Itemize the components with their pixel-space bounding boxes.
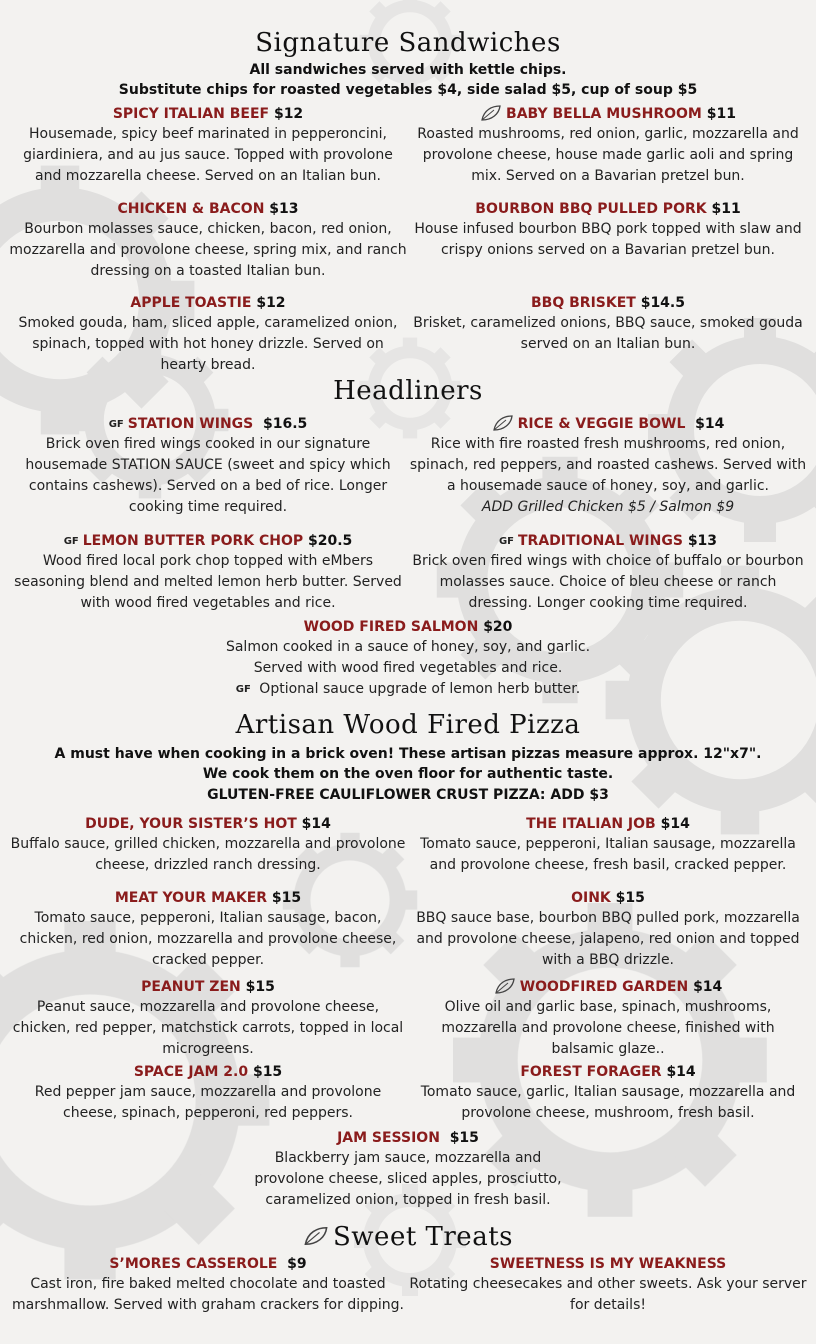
item-price: $14.5 xyxy=(640,295,685,311)
item-price: $9 xyxy=(287,1256,307,1272)
item-price: $20.5 xyxy=(308,533,353,549)
item-description: House infused bourbon BBQ pork topped with slaw and crispy onions served on a Bavarian pretzel bun. xyxy=(414,221,802,258)
section-title-sweets: Sweet Treats xyxy=(332,1222,513,1252)
item-name: SPACE JAM 2.0 xyxy=(133,1064,249,1080)
item-price: $15 xyxy=(245,979,275,995)
item-price: $20 xyxy=(483,619,513,635)
item-description: Olive oil and garlic base, spinach, mushrooms, mozzarella and provolone cheese, finished with balsamic glaze.. xyxy=(441,999,775,1057)
menu-item xyxy=(158,617,658,700)
menu-item xyxy=(408,199,808,261)
item-name: BOURBON BBQ PULLED PORK xyxy=(475,201,707,217)
item-description: Tomato sauce, pepperoni, Italian sausage, bacon, chicken, red onion, mozzarella and provolone cheese, cracked pepper. xyxy=(19,910,397,968)
item-description: Blackberry jam sauce, mozzarella and provolone cheese, sliced apples, prosciutto, caramelized onion, topped in fresh basil. xyxy=(254,1150,562,1208)
item-name: PEANUT ZEN xyxy=(141,979,241,995)
item-price: $14 xyxy=(666,1064,696,1080)
item-name: LEMON BUTTER PORK CHOP xyxy=(82,533,304,549)
leaf-icon xyxy=(480,104,502,122)
leaf-icon xyxy=(494,977,516,995)
item-description: Peanut sauce, mozzarella and provolone cheese, chicken, red pepper, matchstick carrots, topped in local microgreens. xyxy=(12,999,404,1057)
item-name: JAM SESSION xyxy=(337,1130,440,1146)
item-price: $11 xyxy=(706,106,736,122)
menu-item xyxy=(238,1128,578,1211)
item-description: Tomato sauce, pepperoni, Italian sausage, mozzarella and provolone cheese, fresh basil, cracked pepper. xyxy=(420,836,796,873)
section-title-headliners: Headliners xyxy=(333,376,483,406)
menu-item xyxy=(8,1062,408,1124)
item-description: Brick oven fired wings cooked in our signature housemade STATION SAUCE (sweet and spicy which contains cashews). Served on a bed of rice. Longer cooking time required. xyxy=(25,436,391,515)
section-title-pizza: Artisan Wood Fired Pizza xyxy=(235,710,581,740)
item-description: Smoked gouda, ham, sliced apple, caramelized onion, spinach, topped with hot honey drizzle. Served on hearty bread. xyxy=(18,315,398,373)
item-price: $14 xyxy=(301,816,331,832)
item-price: $15 xyxy=(615,890,645,906)
item-name: TRADITIONAL WINGS xyxy=(517,533,683,549)
item-name: BBQ BRISKET xyxy=(531,295,636,311)
menu-item xyxy=(408,414,808,518)
item-price: $11 xyxy=(711,201,741,217)
item-description: Red pepper jam sauce, mozzarella and provolone cheese, spinach, pepperoni, red peppers. xyxy=(34,1084,382,1121)
menu-item xyxy=(8,814,408,876)
item-description: Brick oven fired wings with choice of buffalo or bourbon molasses sauce. Choice of bleu cheese or ranch dressing. Longer cooking time required. xyxy=(412,553,804,611)
item-price: $12 xyxy=(273,106,304,122)
item-price: $15 xyxy=(449,1130,479,1146)
item-name: OINK xyxy=(571,890,611,906)
item-description: Rotating cheesecakes and other sweets. Ask your server for details! xyxy=(409,1276,807,1313)
leaf-icon xyxy=(492,414,514,432)
item-description: Salmon cooked in a sauce of honey, soy, and garlic. xyxy=(225,639,591,655)
item-price: $16.5 xyxy=(263,416,308,432)
item-name: APPLE TOASTIE xyxy=(130,295,252,311)
menu-item xyxy=(408,1254,808,1316)
item-name: CHICKEN & BACON xyxy=(117,201,265,217)
gluten-free-badge: GF xyxy=(63,536,79,547)
item-description: Housemade, spicy beef marinated in pepperoncini, giardiniera, and au jus sauce. Topped with provolone and mozzarella cheese. Served on an Italian bun. xyxy=(23,126,393,184)
menu-item xyxy=(408,531,808,614)
item-description: Optional sauce upgrade of lemon herb butter. xyxy=(259,681,581,697)
menu-item xyxy=(8,977,408,1060)
pizza-note-size: A must have when cooking in a brick oven! These artisan pizzas measure approx. 12"x7". xyxy=(54,746,762,762)
menu-item xyxy=(408,977,808,1060)
item-description: Brisket, caramelized onions, BBQ sauce, smoked gouda served on an Italian bun. xyxy=(413,315,803,352)
section-title-sandwiches: Signature Sandwiches xyxy=(255,28,561,58)
item-addon: ADD Grilled Chicken $5 / Salmon $9 xyxy=(481,499,735,515)
item-price: $13 xyxy=(687,533,718,549)
item-price: $15 xyxy=(252,1064,283,1080)
item-price: $13 xyxy=(269,201,299,217)
leaf-icon xyxy=(303,1225,329,1247)
item-name: FOREST FORAGER xyxy=(520,1064,662,1080)
menu-item xyxy=(8,104,408,187)
item-name: SPICY ITALIAN BEEF xyxy=(112,106,270,122)
menu-item xyxy=(8,199,408,282)
menu-item xyxy=(8,1254,408,1316)
item-description: Served with wood fired vegetables and rice. xyxy=(253,660,563,676)
sandwiches-note-substitute: Substitute chips for roasted vegetables $4, side salad $5, cup of soup $5 xyxy=(118,82,698,98)
item-name: WOODFIRED GARDEN xyxy=(519,979,689,995)
item-name: BABY BELLA MUSHROOM xyxy=(506,106,702,122)
menu-item xyxy=(408,888,808,971)
menu-item xyxy=(408,293,808,355)
item-description: Cast iron, fire baked melted chocolate and toasted marshmallow. Served with graham crackers for dipping. xyxy=(12,1276,404,1313)
item-description: Buffalo sauce, grilled chicken, mozzarella and provolone cheese, drizzled ranch dressing. xyxy=(10,836,406,873)
item-price: $14 xyxy=(695,416,725,432)
menu-item xyxy=(408,104,808,187)
menu-item xyxy=(8,414,408,518)
item-price: $14 xyxy=(660,816,690,832)
item-name: RICE & VEGGIE BOWL xyxy=(517,416,686,432)
item-price: $12 xyxy=(256,295,286,311)
item-name: WOOD FIRED SALMON xyxy=(303,619,479,635)
item-name: STATION WINGS xyxy=(127,416,254,432)
item-name: MEAT YOUR MAKER xyxy=(114,890,268,906)
section-header-sweets xyxy=(0,1222,816,1252)
sandwiches-note-chips: All sandwiches served with kettle chips. xyxy=(249,62,567,78)
item-description: Tomato sauce, garlic, Italian sausage, mozzarella and provolone cheese, mushroom, fresh basil. xyxy=(420,1084,796,1121)
item-price: $15 xyxy=(271,890,302,906)
item-name: S’MORES CASSEROLE xyxy=(109,1256,278,1272)
gluten-free-badge: GF xyxy=(498,536,514,547)
menu-item xyxy=(8,888,408,971)
item-description: Bourbon molasses sauce, chicken, bacon, red onion, mozzarella and provolone cheese, spring mix, and ranch dressing on a toasted Italian bun. xyxy=(9,221,407,279)
pizza-note-gluten-free: GLUTEN-FREE CAULIFLOWER CRUST PIZZA: ADD $3 xyxy=(207,787,609,803)
menu-item xyxy=(8,293,408,376)
item-price: $14 xyxy=(693,979,723,995)
item-description: Wood fired local pork chop topped with eMbers seasoning blend and melted lemon herb butter. Served with wood fired vegetables and rice. xyxy=(14,553,402,611)
item-description: BBQ sauce base, bourbon BBQ pulled pork, mozzarella and provolone cheese, jalapeno, red onion and topped with a BBQ drizzle. xyxy=(416,910,800,968)
menu-item xyxy=(408,1062,808,1124)
gluten-free-badge: GF xyxy=(108,419,124,430)
gluten-free-badge: GF xyxy=(235,684,251,695)
item-description: Roasted mushrooms, red onion, garlic, mozzarella and provolone cheese, house made garlic aoli and spring mix. Served on a Bavarian pretzel bun. xyxy=(417,126,799,184)
item-name: THE ITALIAN JOB xyxy=(526,816,656,832)
menu-item xyxy=(408,814,808,876)
menu-item xyxy=(8,531,408,614)
item-name: DUDE, YOUR SISTER’S HOT xyxy=(85,816,297,832)
item-description: Rice with fire roasted fresh mushrooms, red onion, spinach, red peppers, and roasted cashews. Served with a housemade sauce of honey, soy, and garlic. xyxy=(409,436,807,494)
pizza-note-oven: We cook them on the oven floor for authentic taste. xyxy=(202,766,614,782)
item-name: SWEETNESS IS MY WEAKNESS xyxy=(489,1256,727,1272)
